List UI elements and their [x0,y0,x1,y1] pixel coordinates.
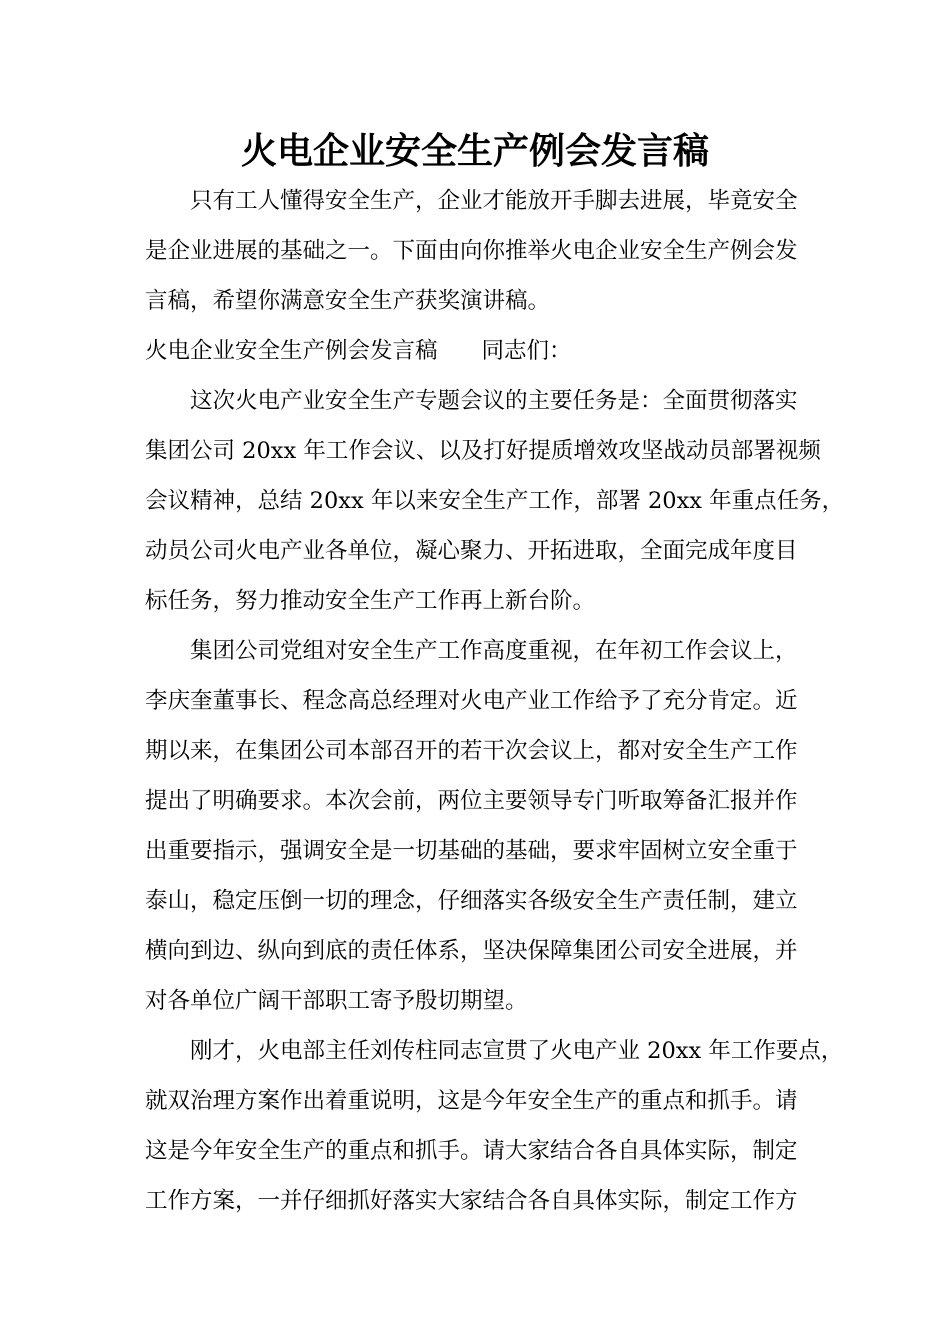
paragraph-line: 李庆奎董事长、程念高总经理对火电产业工作给予了充分肯定。近 [145,688,798,714]
paragraph-line: 集团公司 20xx 年工作会议、以及打好提质增效攻坚战动员部署视频 [145,438,821,464]
paragraph-line: 这次火电产业安全生产专题会议的主要任务是：全面贯彻落实 [190,388,798,414]
paragraph-line: 提出了明确要求。本次会前，两位主要领导专门听取筹备汇报并作 [145,788,798,814]
paragraph-line: 对各单位广阔干部职工寄予殷切期望。 [145,988,528,1014]
paragraph-line: 只有工人懂得安全生产，企业才能放开手脚去进展，毕竟安全 [190,188,798,214]
paragraph-line: 集团公司党组对安全生产工作高度重视，在年初工作会议上， [190,638,798,664]
paragraph-line: 泰山，稳定压倒一切的理念，仔细落实各级安全生产责任制，建立 [145,888,798,914]
paragraph-line: 标任务，努力推动安全生产工作再上新台阶。 [145,588,596,614]
document-title: 火电企业安全生产例会发言稿 [240,130,709,172]
paragraph-line: 动员公司火电产业各单位，凝心聚力、开拓进取，全面完成年度目 [145,538,798,564]
paragraph-line: 工作方案，一并仔细抓好落实大家结合各自具体实际，制定工作方 [145,1188,798,1214]
paragraph-line: 是企业进展的基础之一。下面由向你推举火电企业安全生产例会发 [145,238,798,264]
paragraph-line: 这是今年安全生产的重点和抓手。请大家结合各自具体实际，制定 [145,1138,798,1164]
salutation: 同志们： [481,338,572,364]
paragraph-line: 期以来，在集团公司本部召开的若干次会议上，都对安全生产工作 [145,738,798,764]
paragraph-line: 出重要指示，强调安全是一切基础的基础，要求牢固树立安全重于 [145,838,798,864]
paragraph-line: 刚才，火电部主任刘传柱同志宣贯了火电产业 20xx 年工作要点， [190,1038,844,1064]
paragraph-line: 会议精神，总结 20xx 年以来安全生产工作，部署 20xx 年重点任务， [145,488,845,514]
section-heading: 火电企业安全生产例会发言稿 [145,338,438,364]
paragraph-line: 横向到边、纵向到底的责任体系，坚决保障集团公司安全进展，并 [145,938,798,964]
paragraph-line: 就双治理方案作出着重说明，这是今年安全生产的重点和抓手。请 [145,1088,798,1114]
paragraph-line: 言稿，希望你满意安全生产获奖演讲稿。 [145,288,551,314]
section-heading-line [145,336,572,366]
